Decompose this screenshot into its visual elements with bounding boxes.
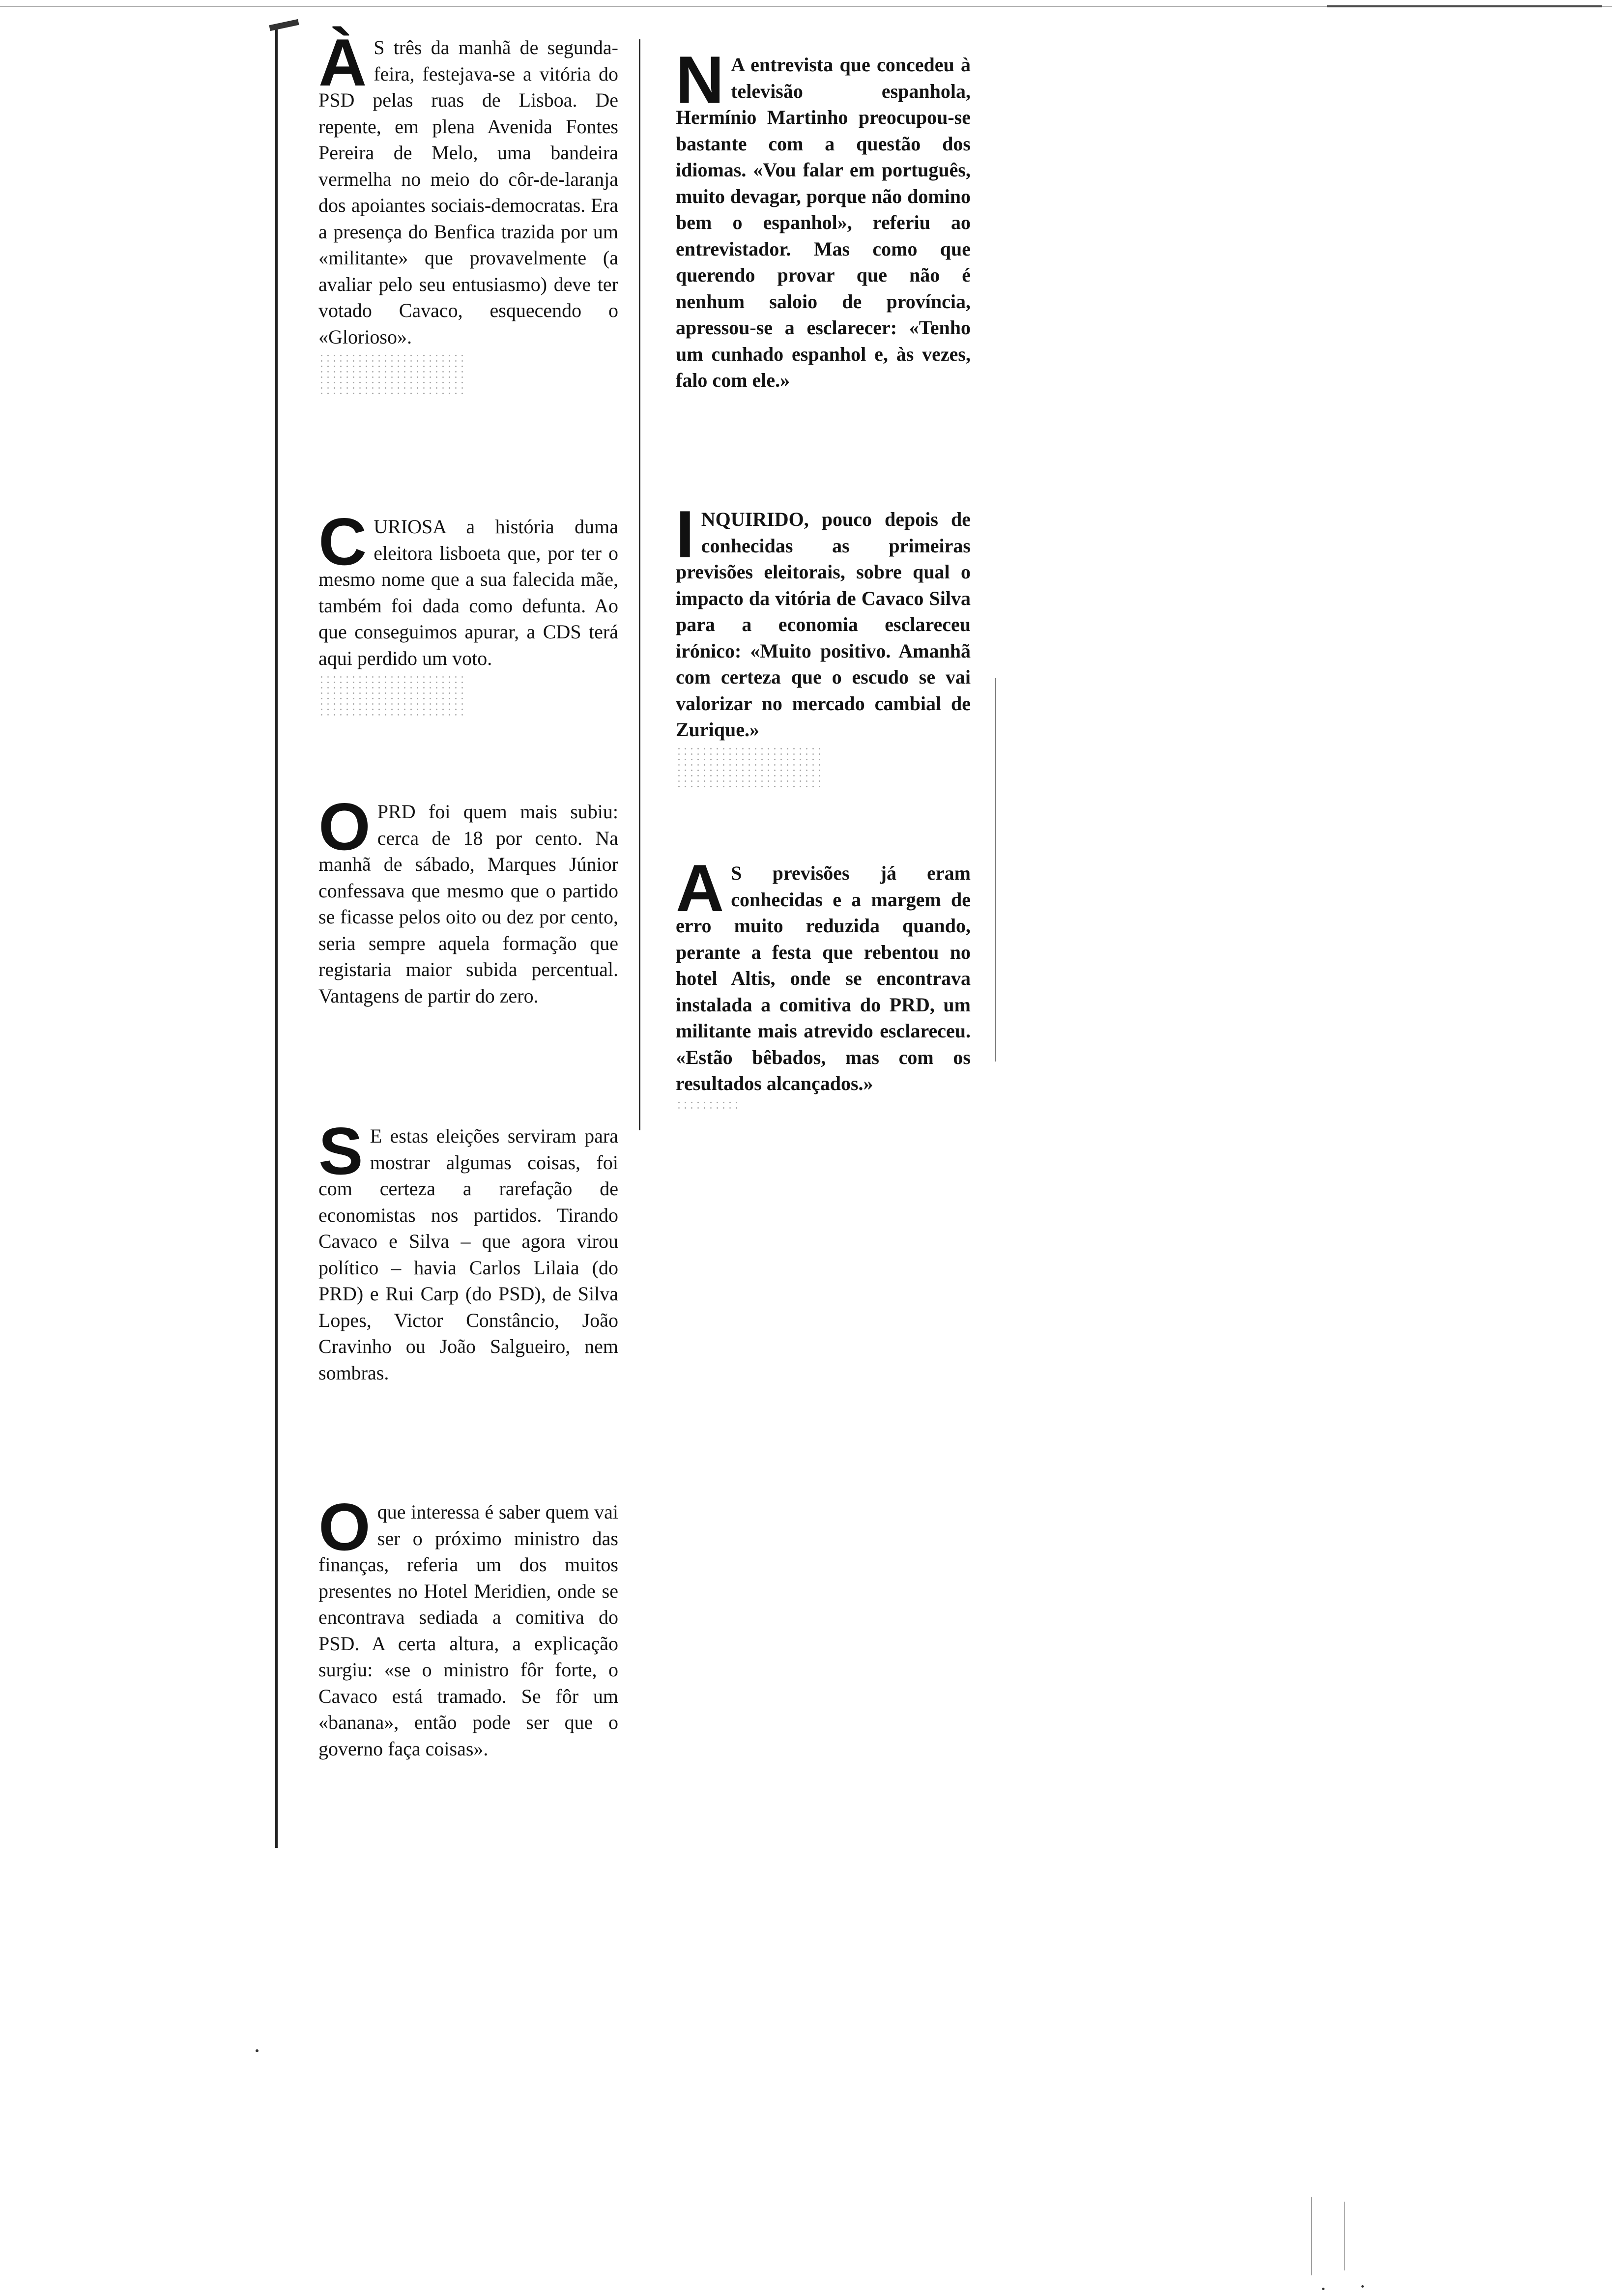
item-text: PRD foi quem mais subiu: cerca de 18 por cento. Na manhã de sábado, Marques Júnior confessava que mesmo que o partido se ficasse pelos oito ou dez por cento, seria sempre aquela formação que registaria maior subida percentual. Vantagens de partir do zero. bbox=[318, 801, 618, 1007]
item-text: que interessa é saber quem vai ser o próximo ministro das finanças, referia um dos muitos presentes no Hotel Meridien, onde se encontrava sediada a comitiva do PSD. A certa altura, a explicação surgiu: «se o ministro fôr forte, o Cavaco está tramado. Se fôr um «banana», então pode ser que o governo faça coisas». bbox=[318, 1501, 618, 1760]
print-noise bbox=[318, 353, 466, 397]
print-noise bbox=[676, 746, 823, 790]
drop-cap: À bbox=[318, 25, 367, 100]
drop-cap: S bbox=[318, 1114, 363, 1188]
scan-mark bbox=[1311, 2197, 1312, 2275]
drop-cap: C bbox=[318, 504, 367, 579]
drop-cap: A bbox=[676, 851, 724, 925]
drop-cap: I bbox=[676, 497, 694, 572]
scan-mark bbox=[1344, 2202, 1345, 2270]
item-text: NQUIRIDO, pouco depois de conhecidas as primeiras previsões eleitorais, sobre qual o impacto da vitória de Cavaco Silva para a economia esclareceu irónico: «Muito positivo. Amanhã com certeza que o escudo se vai valorizar no mercado cambial de Zurique.» bbox=[676, 508, 971, 741]
print-noise bbox=[676, 1100, 740, 1109]
left-column-bar bbox=[275, 29, 278, 1848]
item-inquirido bbox=[676, 497, 971, 790]
print-noise bbox=[318, 674, 466, 718]
column-divider bbox=[639, 39, 640, 1130]
drop-cap: O bbox=[318, 789, 371, 864]
right-side-mark bbox=[995, 678, 996, 1062]
item-text: S três da manhã de segunda-feira, festejava-se a vitória do PSD pelas ruas de Lisboa. De repente, em plena Avenida Fontes Pereira de Melo, uma bandeira vermelha no meio do côr-de-laranja dos apoiantes sociais-democratas. Era a presença do Benfica trazida por um «militante» que provavelmente (a avaliar pelo seu entusiasmo) deve ter votado Cavaco, esquecendo o «Glorioso». bbox=[318, 36, 618, 348]
scan-mark bbox=[1322, 2288, 1324, 2290]
scan-mark bbox=[256, 2049, 259, 2052]
scan-mark bbox=[1361, 2285, 1364, 2288]
corner-mark bbox=[269, 19, 299, 31]
item-text: A entrevista que concedeu à televisão espanhola, Hermínio Martinho preocupou-se bastante com a questão dos idiomas. «Vou falar em português, muito devagar, porque não domino bem o espanhol», referiu ao entrevistador. Mas como que querendo provar que não é nenhum saloio de província, apressou-se a esclarecer: «Tenho um cunhado espanhol e, às vezes, falo com ele.» bbox=[676, 54, 971, 391]
item-o-que-interessa bbox=[318, 1490, 618, 1762]
drop-cap: N bbox=[676, 42, 724, 117]
item-text: S previsões já eram conhecidas e a margem de erro muito reduzida quando, perante a festa que rebentou no hotel Altis, onde se encontrava instalada a comitiva do PRD, um militante mais atrevido esclareceu. «Estão bêbados, mas com os resultados alcançados.» bbox=[676, 862, 971, 1094]
item-text: URIOSA a história duma eleitora lisboeta que, por ter o mesmo nome que a sua falecida mãe, também foi dada como defunta. Ao que conseguimos apurar, a CDS terá aqui perdido um voto. bbox=[318, 516, 618, 669]
item-text: E estas eleições serviram para mostrar algumas coisas, foi com certeza a rarefação de economistas nos partidos. Tirando Cavaco e Silva – que agora virou político – havia Carlos Lilaia (do PRD) e Rui Carp (do PSD), de Silva Lopes, Victor Constâncio, João Cravinho ou João Salgueiro, nem sombras. bbox=[318, 1125, 618, 1384]
item-na-entrevista bbox=[676, 42, 971, 394]
item-as-previsoes bbox=[676, 851, 971, 1109]
item-as-tres bbox=[318, 25, 618, 397]
item-prd bbox=[318, 789, 618, 1009]
item-se-estas bbox=[318, 1114, 618, 1386]
item-curiosa bbox=[318, 504, 618, 718]
drop-cap: O bbox=[318, 1490, 371, 1564]
top-rule-right bbox=[1327, 5, 1602, 7]
